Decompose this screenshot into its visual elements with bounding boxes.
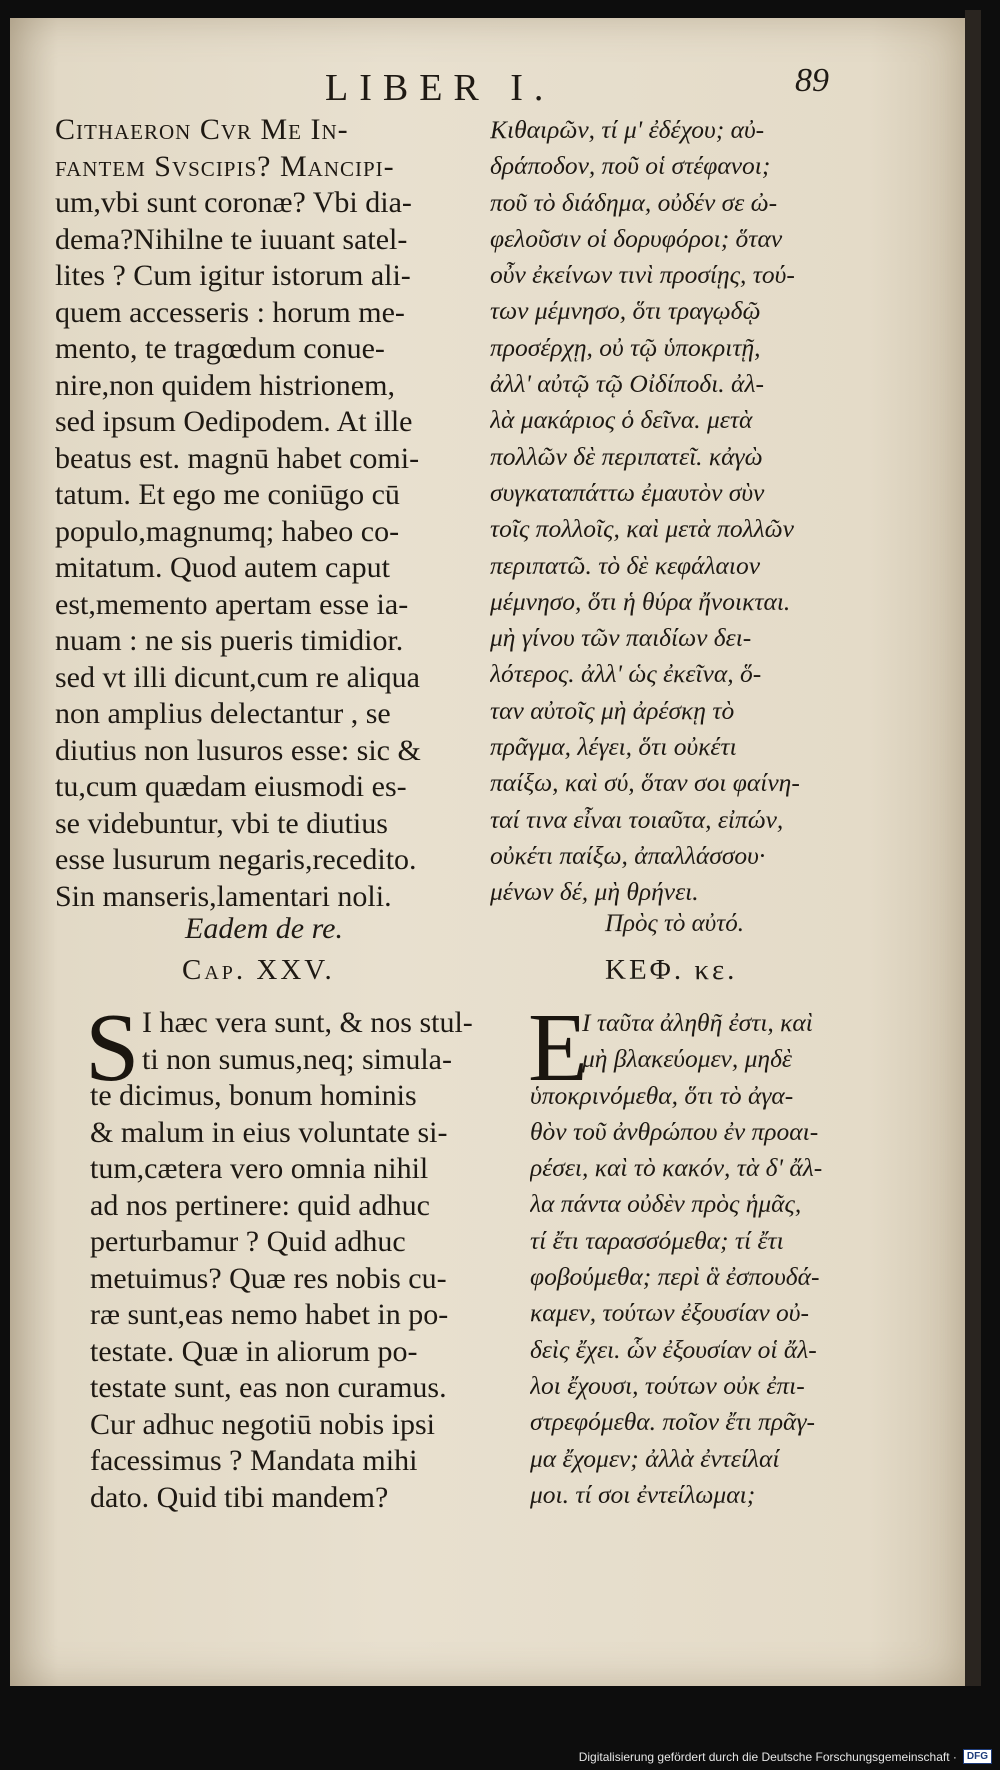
latin-chapter-heading: Cap. XXV. bbox=[182, 954, 335, 986]
greek-line: μα ἔχομεν; ἀλλὰ ἐντείλαί bbox=[530, 1443, 780, 1473]
greek-line: I ταῦτα ἀληθῆ ἐστι, καὶ bbox=[582, 1008, 813, 1037]
greek-line: λοι ἔχουσι, τούτων οὐκ ἐπι- bbox=[530, 1370, 805, 1400]
latin-line: quem accesseris : horum me- bbox=[55, 295, 405, 329]
greek-line: καμεν, τούτων ἐξουσίαν οὐ- bbox=[530, 1298, 809, 1328]
greek-line: μέμνησο, ὅτι ἡ θύρα ἤνοικται. bbox=[490, 586, 791, 616]
greek-line: θὸν τοῦ ἀνθρώπου ἐν προαι- bbox=[530, 1116, 819, 1146]
latin-line: Sin manseris,lamentari noli. bbox=[55, 879, 392, 913]
greek-line: οὐκέτι παίξω, ἀπαλλάσσου· bbox=[490, 840, 766, 870]
running-head: LIBER I. bbox=[325, 67, 555, 109]
greek-line: συγκαταπάττω ἐμαυτὸν σὺν bbox=[490, 477, 765, 507]
greek-line: λὰ μακάριος ὁ δεῖνα. μετὰ bbox=[490, 405, 753, 435]
greek-line: πολλῶν δὲ περιπατεῖ. κἀγὼ bbox=[490, 441, 763, 471]
greek-line: λα πάντα οὐδὲν πρὸς ἡμᾶς, bbox=[530, 1189, 802, 1219]
latin-line: se videbuntur, vbi te diutius bbox=[55, 806, 388, 840]
latin-line: est,memento apertam esse ia- bbox=[55, 587, 409, 621]
greek-line: πρᾶγμα, λέγει, ὅτι οὐκέτι bbox=[490, 732, 737, 762]
greek-line: οὖν ἐκείνων τινὶ προσίῃς, τού- bbox=[490, 260, 795, 290]
greek-line: στρεφόμεθα. ποῖον ἔτι πρᾶγ- bbox=[530, 1407, 815, 1437]
greek-line: δεὶς ἔχει. ὧν ἐξουσίαν οἱ ἄλ- bbox=[530, 1334, 817, 1364]
greek-line: μοι. τί σοι ἐντείλωμαι; bbox=[530, 1479, 756, 1509]
greek-line: τοῖς πολλοῖς, καὶ μετὰ πολλῶν bbox=[490, 514, 794, 544]
greek-line: προσέρχῃ, οὐ τῷ ὑποκριτῇ, bbox=[490, 332, 761, 362]
greek-line: τί ἔτι ταρασσόμεθα; τί ἔτι bbox=[530, 1225, 784, 1255]
greek-line: ταί τινα εἶναι τοιαῦτα, εἰπών, bbox=[490, 804, 784, 834]
latin-line: non amplius delectantur , se bbox=[55, 697, 391, 730]
latin-column-bottom bbox=[90, 1005, 490, 1516]
latin-line: lites ? Cum igitur istorum ali- bbox=[55, 259, 411, 292]
greek-chapter-heading: ΚΕΦ. κε. bbox=[605, 954, 738, 986]
latin-line: testate sunt, eas non curamus. bbox=[90, 1371, 447, 1404]
latin-line: nire,non quidem histrionem, bbox=[55, 368, 395, 402]
greek-drop-cap: E bbox=[528, 994, 588, 1102]
latin-line: & malum in eius voluntate si- bbox=[90, 1115, 448, 1149]
greek-line: περιπατῶ. τὸ δὲ κεφάλαιον bbox=[490, 550, 761, 580]
greek-line: ρέσει, καὶ τὸ κακόν, τὰ δ' ἄλ- bbox=[530, 1153, 823, 1183]
latin-line: sed ipsum Oedipodem. At ille bbox=[55, 405, 413, 438]
greek-line: ταν αὐτοῖς μὴ ἀρέσκῃ τὸ bbox=[490, 695, 735, 725]
latin-line: fantem Svscipis? Mancipi- bbox=[55, 149, 395, 183]
latin-line: esse lusurum negaris,recedito. bbox=[55, 843, 417, 876]
latin-subtitle: Eadem de re. bbox=[185, 912, 343, 945]
latin-line: beatus est. magnū habet comi- bbox=[55, 441, 420, 475]
greek-line: μὴ βλακεύομεν, μηδὲ bbox=[582, 1044, 792, 1074]
latin-line: testate. Quæ in aliorum po- bbox=[90, 1334, 418, 1368]
latin-line: mento, te tragœdum conue- bbox=[55, 332, 385, 365]
latin-column-top bbox=[55, 112, 490, 915]
latin-line: te dicimus, bonum hominis bbox=[90, 1079, 417, 1112]
greek-line: φοβούμεθα; περὶ ἃ ἐσπουδά- bbox=[530, 1262, 820, 1292]
greek-line: λότερος. ἀλλ' ὡς ἐκεῖνα, ὅ- bbox=[490, 659, 762, 689]
greek-line: φελοῦσιν οἱ δορυφόροι; ὅταν bbox=[490, 223, 783, 253]
latin-line: diutius non lusuros esse: sic & bbox=[55, 733, 421, 767]
greek-column-top bbox=[490, 112, 870, 911]
latin-line: Cur adhuc negotiū nobis ipsi bbox=[90, 1407, 435, 1441]
latin-line: ræ sunt,eas nemo habet in po- bbox=[90, 1298, 449, 1331]
latin-line: I hæc vera sunt, & nos stul- bbox=[142, 1006, 473, 1039]
latin-line: metuimus? Quæ res nobis cu- bbox=[90, 1261, 447, 1295]
greek-subtitle: Πρὸς τὸ αὐτό. bbox=[605, 910, 744, 937]
latin-line: facessimus ? Mandata mihi bbox=[90, 1444, 418, 1477]
page-number: 89 bbox=[795, 62, 829, 99]
dfg-logo: DFG bbox=[963, 1749, 992, 1764]
greek-line: παίξω, καὶ σύ, ὅταν σοι φαίνη- bbox=[490, 768, 800, 798]
latin-line: perturbamur ? Quid adhuc bbox=[90, 1225, 406, 1258]
greek-line: ὑποκρινόμεθα, ὅτι τὸ ἀγα- bbox=[530, 1080, 794, 1110]
greek-line: μὴ γίνου τῶν παιδίων δει- bbox=[490, 623, 752, 653]
greek-line: δράποδον, ποῦ οἱ στέφανοι; bbox=[490, 151, 771, 181]
latin-line: mitatum. Quod autem caput bbox=[55, 551, 390, 584]
latin-line: tu,cum quædam eiusmodi es- bbox=[55, 770, 407, 803]
latin-line: um,vbi sunt coronæ? Vbi dia- bbox=[55, 186, 412, 219]
latin-line: dema?Nihilne te iuuant satel- bbox=[55, 222, 408, 256]
greek-line: Κιθαιρῶν, τί μ' ἐδέχου; αὐ- bbox=[490, 115, 765, 144]
latin-line: dato. Quid tibi mandem? bbox=[90, 1480, 389, 1514]
greek-line: ἀλλ' αὐτῷ τῷ Οἰδίποδι. ἀλ- bbox=[490, 369, 764, 399]
latin-line: tatum. Et ego me coniūgo cū bbox=[55, 478, 400, 511]
digitization-credit bbox=[579, 1749, 992, 1764]
latin-line: ad nos pertinere: quid adhuc bbox=[90, 1188, 430, 1222]
latin-drop-cap: S bbox=[85, 994, 140, 1102]
latin-line: tum,cætera vero omnia nihil bbox=[90, 1152, 429, 1185]
latin-line: populo,magnumq; habeo co- bbox=[55, 514, 400, 548]
greek-line: ποῦ τὸ διάδημα, οὐδέν σε ὠ- bbox=[490, 187, 778, 217]
greek-line: των μέμνησο, ὅτι τραγῳδῷ bbox=[490, 296, 761, 326]
page-edge bbox=[965, 10, 981, 1700]
latin-line: ti non sumus,neq; simula- bbox=[142, 1042, 452, 1076]
latin-line: sed vt illi dicunt,cum re aliqua bbox=[55, 660, 420, 694]
latin-line: Cithaeron Cvr Me In- bbox=[55, 113, 349, 146]
greek-line: μένων δέ, μὴ θρήνει. bbox=[490, 877, 699, 907]
latin-line: nuam : ne sis pueris timidior. bbox=[55, 624, 404, 657]
credit-text: Digitalisierung gefördert durch die Deutsche Forschungsgemeinschaft · bbox=[578, 1749, 957, 1764]
greek-column-bottom bbox=[528, 994, 875, 1513]
